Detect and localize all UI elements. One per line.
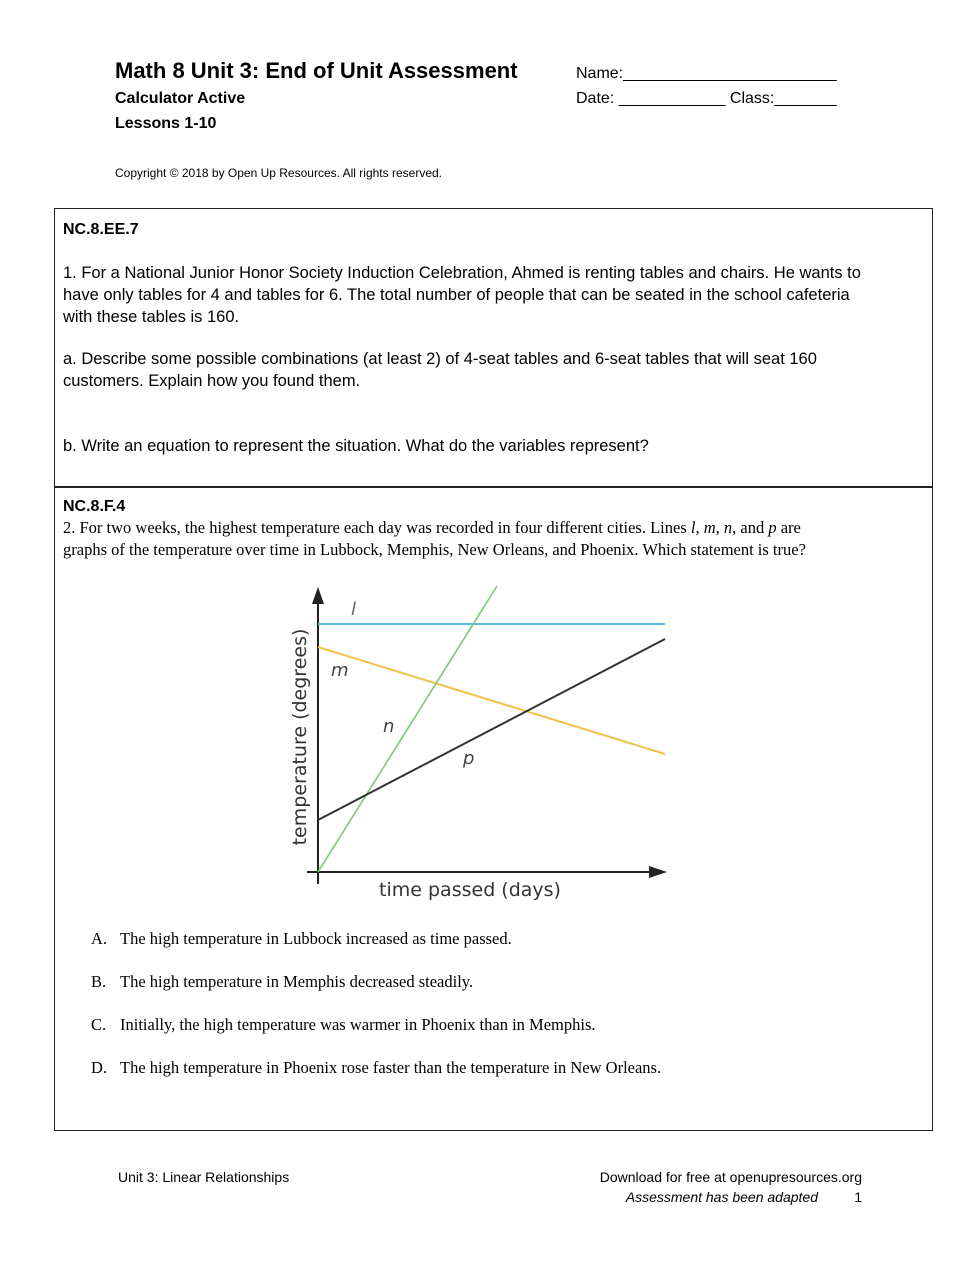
question-2-stem: [63, 517, 806, 561]
part-a-line: a. Describe some possible combinations (at least 2) of 4-seat tables and 6-seat tables that will seat 160: [63, 350, 817, 368]
choice-a[interactable]: A. The high temperature in Lubbock increased as time passed.: [91, 929, 512, 948]
question-1-part-b: b. Write an equation to represent the situation. What do the variables represent?: [63, 437, 649, 455]
footer-unit: Unit 3: Linear Relationships: [118, 1169, 290, 1185]
stem-line: graphs of the temperature over time in Lubbock, Memphis, New Orleans, and Phoenix. Which statement is true?: [63, 540, 806, 559]
question-1-box: [54, 208, 933, 488]
standard-label: NC.8.EE.7: [63, 221, 139, 238]
page-number: 1: [854, 1189, 862, 1205]
y-axis-label: temperature (degrees): [289, 628, 311, 846]
footer-download: Download for free at openupresources.org: [599, 1169, 862, 1185]
line-p: [318, 639, 665, 820]
stem-line: have only tables for 4 and tables for 6. The total number of people that can be seated in the school cafeteria: [63, 286, 850, 304]
question-1-stem: [63, 262, 861, 328]
copyright: Copyright © 2018 by Open Up Resources. All rights reserved.: [115, 166, 442, 180]
date-class-field[interactable]: Date: ____________ Class:_______: [576, 90, 837, 107]
x-axis-arrow-icon: [649, 866, 667, 878]
temperature-graph: [277, 582, 677, 902]
label-l: l: [351, 599, 357, 620]
stem-line: 1. For a National Junior Honor Society Induction Celebration, Ahmed is renting tables and chairs. He wants to: [63, 264, 861, 282]
question-1-part-a: [63, 348, 817, 392]
part-a-line: customers. Explain how you found them.: [63, 372, 361, 390]
label-n: n: [383, 716, 395, 737]
line-n: [318, 586, 497, 872]
choice-c[interactable]: C. Initially, the high temperature was warmer in Phoenix than in Memphis.: [91, 1015, 596, 1034]
choice-d[interactable]: D. The high temperature in Phoenix rose faster than the temperature in New Orleans.: [91, 1058, 662, 1077]
choice-b[interactable]: B. The high temperature in Memphis decreased steadily.: [91, 972, 474, 991]
y-axis-arrow-icon: [312, 587, 324, 604]
label-p: p: [463, 748, 475, 769]
stem-line: with these tables is 160.: [63, 308, 240, 326]
standard-label: NC.8.F.4: [63, 498, 126, 515]
stem-line: 2. For two weeks, the highest temperature each day was recorded in four different cities. Lines l, m, n, and p are: [63, 518, 801, 537]
subtitle-calculator: Calculator Active: [115, 90, 246, 107]
line-m: [318, 647, 665, 754]
label-m: m: [331, 660, 349, 681]
x-axis-label: time passed (days): [379, 879, 561, 901]
question-2-box: [54, 486, 933, 1131]
page-title: Math 8 Unit 3: End of Unit Assessment: [115, 58, 518, 83]
subtitle-lessons: Lessons 1-10: [115, 115, 217, 132]
name-field[interactable]: Name:________________________: [576, 65, 837, 82]
footer-adapted: Assessment has been adapted: [625, 1189, 818, 1205]
